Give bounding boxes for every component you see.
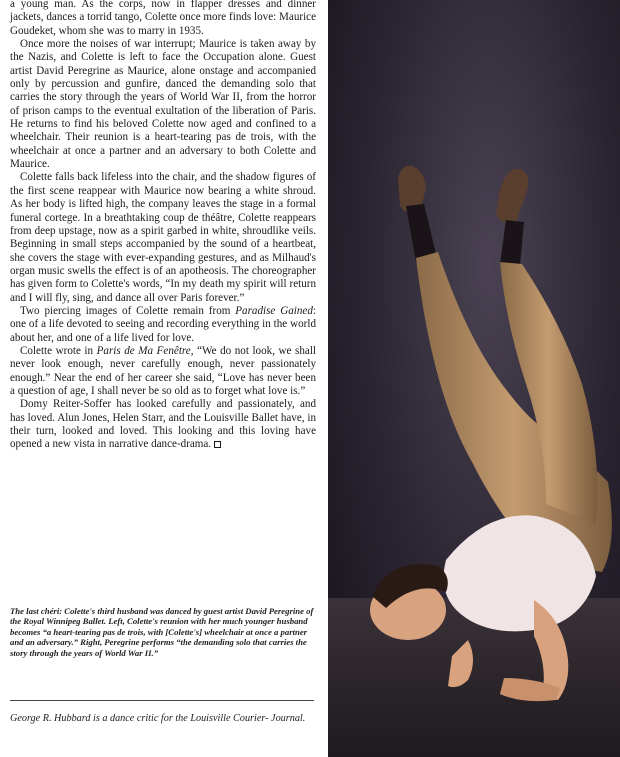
article-text-column xyxy=(10,0,316,452)
dancer-photo-illustration xyxy=(328,0,620,757)
right-sock xyxy=(500,220,524,266)
article-paragraph-5: Colette wrote in Paris de Ma Fenêtre, “We do not look, we shall never look enough, never carefully enough, never passionately enough.” Near the end of her career she said, “Love has never been a question of age, I shall never be so old as to forget what love is.” xyxy=(10,344,316,397)
article-paragraph-2: Once more the noises of war interrupt; Maurice is taken away by the Nazis, and Colette is left to face the Occupation alone. Guest artist David Peregrine as Maurice, alone onstage and accompanied only by percussion and gunfire, danced the demanding solo that carries the story through the years of World War II, from the horror of prison camps to the eventual exultation of the liberation of Paris. He returns to find his beloved Colette now aged and confined to a wheelchair. Their reunion is a heart-tearing pas de trois, with the wheelchair at once a partner and an adversary to both Colette and Maurice. xyxy=(10,38,316,171)
author-byline: George R. Hubbard is a dance critic for the Louisville Courier- Journal. xyxy=(10,713,306,724)
title-paris-de-ma-fenetre: Paris de Ma Fenêtre, xyxy=(96,344,194,357)
left-sock xyxy=(406,204,436,262)
dancer-photo xyxy=(328,0,620,757)
photo-caption: The last chéri: Colette's third husband was danced by guest artist David Peregrine of the Royal Winnipeg Ballet. Left, Colette's reunion with her much younger husband becomes “a heart-tearing pas de trois, with [Colette's] wheelchair at once a partner and an adversary.” Right, Peregrine performs “the demanding solo that carries the story through the years of World War II.” xyxy=(10,606,314,658)
end-of-story-mark xyxy=(214,441,221,448)
byline-divider xyxy=(10,700,314,701)
article-paragraph-3: Colette falls back lifeless into the chair, and the shadow figures of the first scene reappear with Maurice now bearing a white shroud. As her body is lifted high, the company leaves the stage in a formal funeral cortege. In a breathtaking coup de théâtre, Colette reappears from deep upstage, now as a spirit garbed in white, shroudlike veils. Beginning in small steps accompanied by the sound of a heartbeat, she covers the stage with ever-expanding gestures, and as Milhaud's organ music swells the effect is of an apotheosis. The choreographer has given form to Colette's words, “In my death my spirit will return and I will fly, sing, and dance all over Paris forever.” xyxy=(10,171,316,304)
article-paragraph-1: a young man. As the corps, now in flapper dresses and dinner jackets, dances a torrid tango, Colette once more finds love: Maurice Goudeket, whom she was to marry in 1935. xyxy=(10,0,316,37)
article-paragraph-4: Two piercing images of Colette remain from Paradise Gained: one of a life devoted to seeing and recording everything in the world about her, and one of a life lived for love. xyxy=(10,304,316,344)
article-paragraph-6: Domy Reiter-Soffer has looked carefully and passionately, and has loved. Alun Jones, Helen Starr, and the Louisville Ballet have, in their turn, looked and loved. This looking and this loving have opened a new vista in narrative dance-drama. xyxy=(10,398,316,451)
right-shoe xyxy=(496,169,528,223)
title-paradise-gained: Paradise Gained xyxy=(235,304,313,317)
